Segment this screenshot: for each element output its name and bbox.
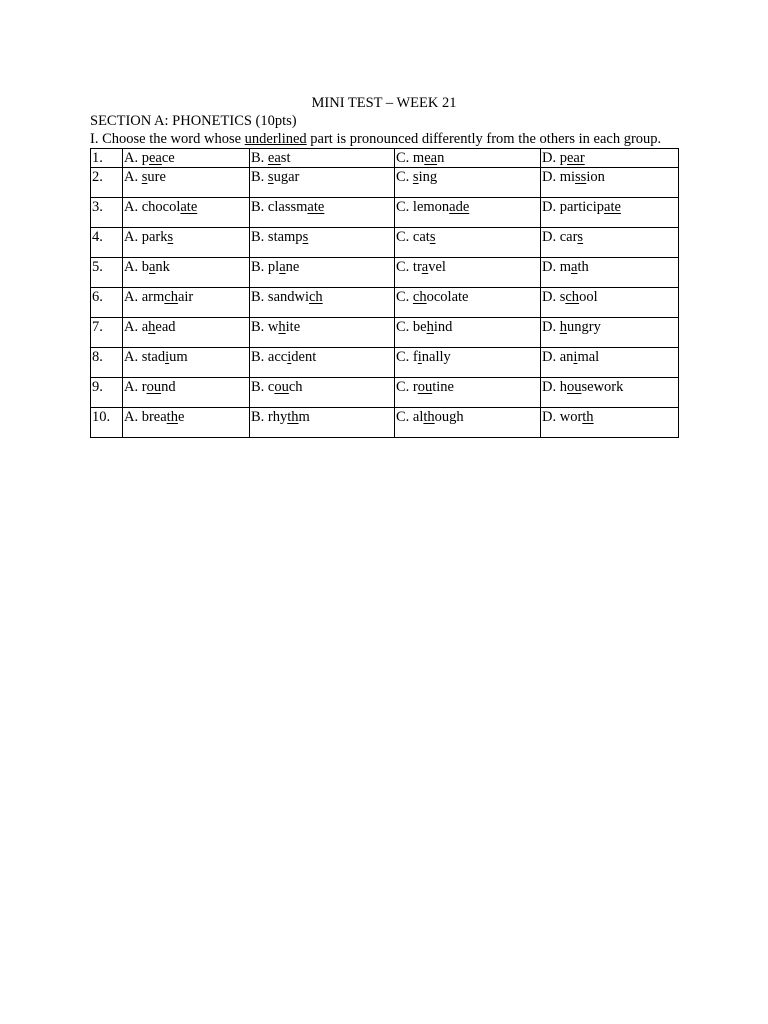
answer-option-d — [541, 408, 679, 438]
option-prefix: D. wor — [542, 409, 583, 425]
option-underlined-part: th — [582, 409, 594, 425]
option-suffix: ne — [285, 259, 300, 275]
option-prefix: D. s — [542, 289, 566, 305]
option-prefix: D. m — [542, 259, 571, 275]
option-suffix: ite — [285, 319, 301, 335]
answer-option-a — [123, 258, 250, 288]
option-prefix: B. acc — [251, 349, 288, 365]
answer-option-c — [395, 228, 541, 258]
answer-option-a — [123, 198, 250, 228]
answer-option-d — [541, 378, 679, 408]
option-underlined-part: ate — [180, 199, 198, 215]
option-suffix: ough — [434, 409, 464, 425]
option-underlined-part: ch — [309, 289, 323, 305]
answer-option-b — [250, 168, 395, 198]
answer-option-b — [250, 408, 395, 438]
question-number: 10. — [91, 408, 123, 438]
question-row — [91, 258, 679, 288]
answer-option-d — [541, 149, 679, 168]
option-suffix: ch — [288, 379, 303, 395]
option-underlined-part: s — [429, 229, 436, 245]
option-underlined-part: ate — [307, 199, 325, 215]
answer-option-c — [395, 378, 541, 408]
option-prefix: D. an — [542, 349, 574, 365]
answer-option-b — [250, 198, 395, 228]
option-underlined-part: ea — [267, 150, 281, 166]
option-prefix: A. brea — [124, 409, 167, 425]
option-underlined-part: a — [421, 259, 429, 275]
option-underlined-part: ch — [565, 289, 580, 305]
option-prefix: D. — [542, 319, 560, 335]
section-heading: SECTION A: PHONETICS (10pts) — [90, 113, 297, 129]
answer-option-a — [123, 348, 250, 378]
option-suffix: ocolate — [426, 289, 469, 305]
option-underlined-part: ou — [274, 379, 289, 395]
question-number: 3. — [91, 198, 123, 228]
answer-option-b — [250, 258, 395, 288]
test-title: MINI TEST – WEEK 21 — [311, 95, 457, 111]
answer-option-a — [123, 168, 250, 198]
option-underlined-part: ea — [148, 150, 162, 166]
question-number: 7. — [91, 318, 123, 348]
option-prefix: A. park — [124, 229, 168, 245]
question-number: 8. — [91, 348, 123, 378]
option-suffix: e — [177, 409, 185, 425]
answer-option-d — [541, 168, 679, 198]
option-underlined-part: ea — [424, 150, 438, 166]
option-suffix: um — [169, 349, 188, 365]
answer-option-b — [250, 318, 395, 348]
option-prefix: B. sandwi — [251, 289, 309, 305]
answer-option-a — [123, 318, 250, 348]
option-suffix: ce — [161, 150, 175, 166]
option-suffix: ing — [418, 169, 438, 185]
question-row — [91, 318, 679, 348]
option-underlined-part: th — [423, 409, 435, 425]
option-prefix: B. w — [251, 319, 279, 335]
option-underlined-part: h — [559, 319, 567, 335]
answer-option-c — [395, 198, 541, 228]
option-prefix: C. cat — [396, 229, 430, 245]
option-underlined-part: s — [141, 169, 148, 185]
question-row — [91, 378, 679, 408]
option-suffix: ind — [433, 319, 453, 335]
question-number: 5. — [91, 258, 123, 288]
instruction-text — [90, 130, 678, 148]
option-prefix: C. r — [396, 379, 418, 395]
answer-option-c — [395, 348, 541, 378]
option-underlined-part: ou — [566, 379, 582, 395]
option-prefix: C. lemon — [396, 199, 450, 215]
option-underlined-part: i — [573, 349, 578, 365]
option-prefix: A. r — [124, 379, 147, 395]
questions-body — [91, 149, 679, 438]
answer-option-a — [123, 378, 250, 408]
option-suffix: dent — [291, 349, 317, 365]
option-prefix: A. b — [124, 259, 149, 275]
option-underlined-part: a — [279, 259, 286, 275]
option-suffix: n — [437, 150, 445, 166]
answer-option-c — [395, 408, 541, 438]
option-underlined-part: ss — [575, 169, 587, 185]
option-suffix: ure — [147, 169, 166, 185]
option-underlined-part: s — [577, 229, 584, 245]
option-prefix: C. be — [396, 319, 427, 335]
question-row — [91, 228, 679, 258]
option-prefix: A. stad — [124, 349, 166, 365]
option-suffix: ead — [155, 319, 176, 335]
answer-option-c — [395, 288, 541, 318]
option-prefix: B. — [251, 150, 268, 166]
option-prefix: D. h — [542, 379, 567, 395]
option-prefix: C. m — [396, 150, 425, 166]
option-prefix: B. rhy — [251, 409, 288, 425]
option-underlined-part: s — [412, 169, 419, 185]
option-suffix: ool — [579, 289, 598, 305]
question-row — [91, 408, 679, 438]
option-suffix: nally — [421, 349, 451, 365]
option-underlined-part: th — [287, 409, 299, 425]
answer-option-d — [541, 288, 679, 318]
question-number: 4. — [91, 228, 123, 258]
option-underlined-part: ate — [604, 199, 621, 215]
option-underlined-part: ade — [449, 199, 470, 215]
option-suffix: nk — [155, 259, 170, 275]
option-suffix: ion — [586, 169, 605, 185]
option-underlined-part: h — [426, 319, 434, 335]
option-prefix: B. pl — [251, 259, 280, 275]
option-underlined-part: h — [148, 319, 156, 335]
option-prefix: A. chocol — [124, 199, 181, 215]
answer-option-c — [395, 168, 541, 198]
option-underlined-part: s — [302, 229, 309, 245]
option-underlined-part: th — [166, 409, 178, 425]
option-suffix: air — [177, 289, 194, 305]
option-suffix: th — [577, 259, 589, 275]
question-row — [91, 198, 679, 228]
answer-option-d — [541, 228, 679, 258]
instruction-underlined-word: underlined — [244, 131, 307, 147]
question-number: 2. — [91, 168, 123, 198]
option-suffix: tine — [432, 379, 454, 395]
option-prefix: B. stamp — [251, 229, 303, 245]
option-suffix: ugar — [273, 169, 300, 185]
answer-option-b — [250, 348, 395, 378]
question-row — [91, 288, 679, 318]
answer-option-c — [395, 258, 541, 288]
question-number: 1. — [91, 149, 123, 168]
option-underlined-part: ch — [164, 289, 178, 305]
option-suffix: ungry — [566, 319, 601, 335]
question-row — [91, 149, 679, 168]
option-suffix: vel — [428, 259, 446, 275]
option-underlined-part: i — [287, 349, 292, 365]
instruction-before: I. Choose the word whose — [90, 131, 245, 147]
option-prefix: B. — [251, 169, 268, 185]
phonetics-table — [90, 148, 679, 438]
option-underlined-part: s — [167, 229, 174, 245]
answer-option-c — [395, 149, 541, 168]
answer-option-d — [541, 198, 679, 228]
instruction-after: part is pronounced differently from the others in each group. — [306, 131, 662, 147]
answer-option-b — [250, 228, 395, 258]
option-prefix: C. f — [396, 349, 418, 365]
option-underlined-part: ear — [566, 150, 585, 166]
option-prefix: C. — [396, 289, 413, 305]
option-prefix: C. al — [396, 409, 424, 425]
option-underlined-part: h — [278, 319, 286, 335]
option-prefix: A. — [124, 169, 142, 185]
option-prefix: D. car — [542, 229, 578, 245]
option-prefix: A. arm — [124, 289, 165, 305]
option-suffix: mal — [577, 349, 600, 365]
answer-option-c — [395, 318, 541, 348]
answer-option-d — [541, 348, 679, 378]
question-number: 6. — [91, 288, 123, 318]
question-row — [91, 168, 679, 198]
document-page — [90, 94, 678, 438]
option-suffix: m — [298, 409, 310, 425]
option-suffix: st — [280, 150, 291, 166]
answer-option-a — [123, 228, 250, 258]
answer-option-b — [250, 149, 395, 168]
option-prefix: C. tr — [396, 259, 422, 275]
question-number: 9. — [91, 378, 123, 408]
option-prefix: C. — [396, 169, 413, 185]
option-prefix: B. classm — [251, 199, 308, 215]
option-prefix: D. p — [542, 150, 567, 166]
option-prefix: A. a — [124, 319, 149, 335]
option-underlined-part: i — [417, 349, 422, 365]
option-prefix: D. mi — [542, 169, 576, 185]
option-underlined-part: a — [571, 259, 578, 275]
answer-option-a — [123, 149, 250, 168]
option-underlined-part: ch — [412, 289, 427, 305]
option-prefix: B. c — [251, 379, 275, 395]
option-suffix: nd — [161, 379, 176, 395]
question-row — [91, 348, 679, 378]
option-underlined-part: ou — [417, 379, 433, 395]
option-underlined-part: a — [148, 259, 156, 275]
option-prefix: A. p — [124, 150, 149, 166]
option-suffix: sework — [581, 379, 624, 395]
option-prefix: D. particip — [542, 199, 605, 215]
option-underlined-part: i — [165, 349, 170, 365]
answer-option-d — [541, 318, 679, 348]
answer-option-d — [541, 258, 679, 288]
answer-option-a — [123, 288, 250, 318]
option-underlined-part: ou — [146, 379, 162, 395]
answer-option-a — [123, 408, 250, 438]
answer-option-b — [250, 288, 395, 318]
answer-option-b — [250, 378, 395, 408]
option-underlined-part: s — [267, 169, 274, 185]
